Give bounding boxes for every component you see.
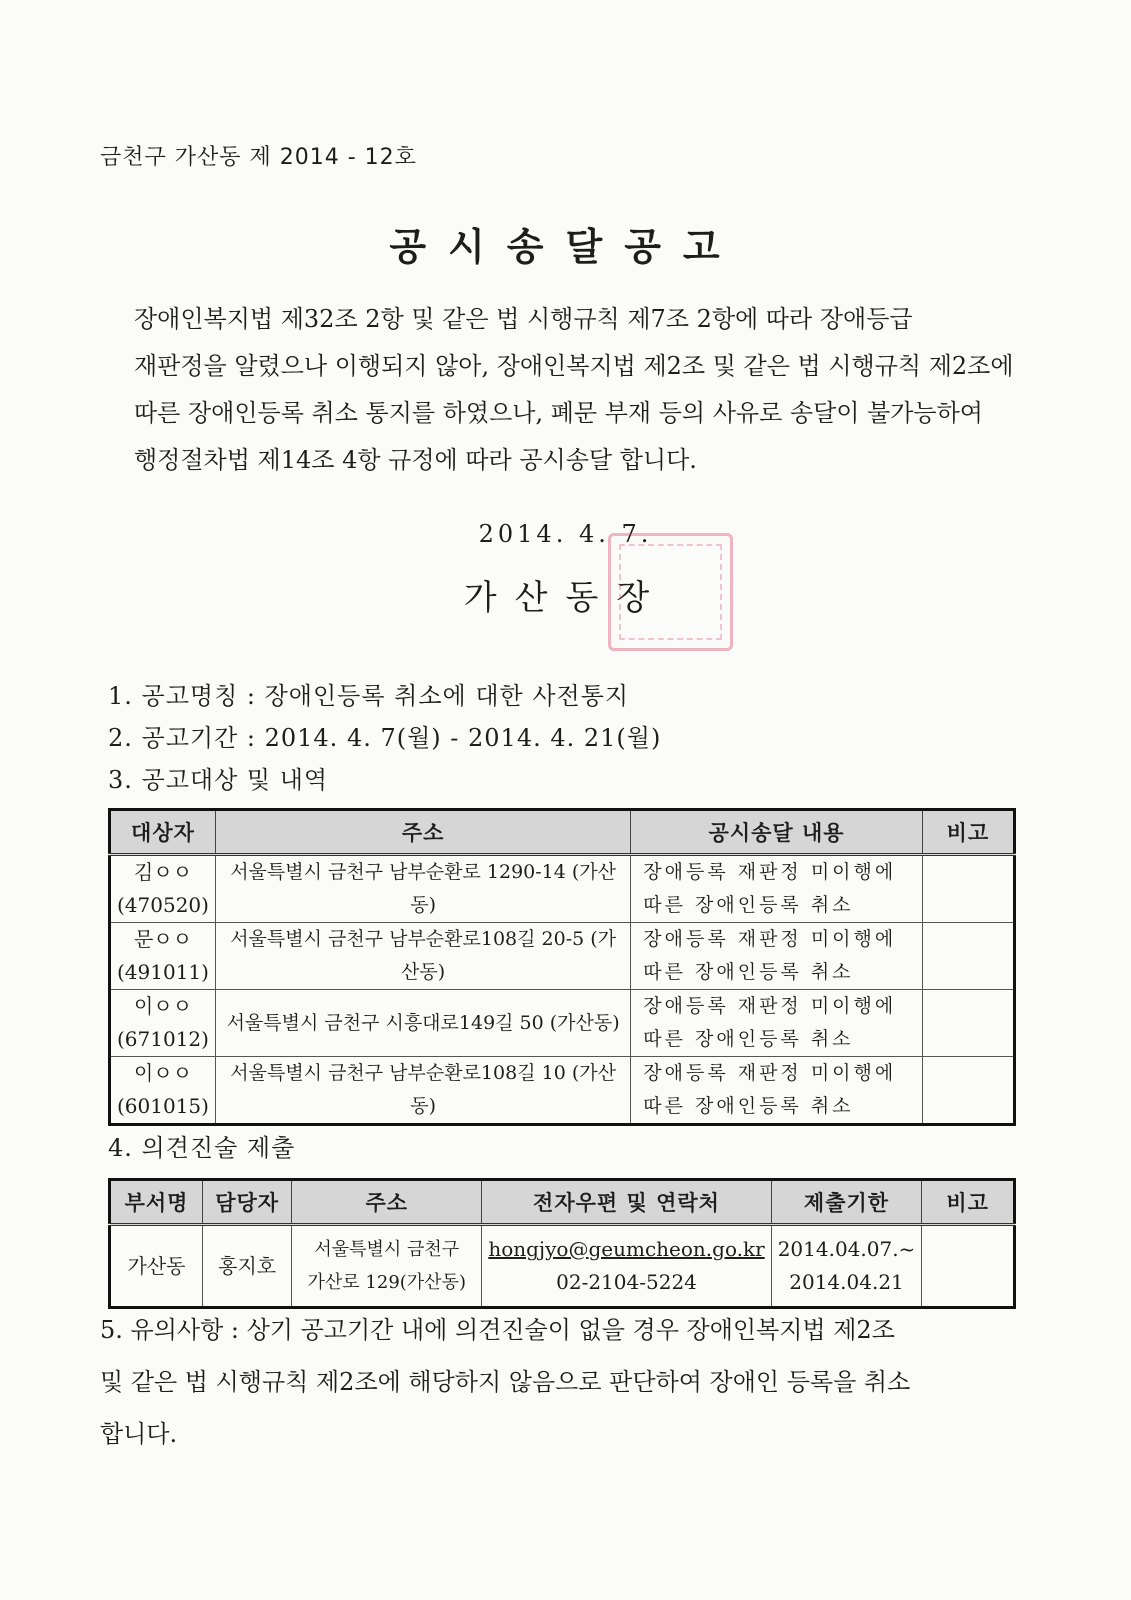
column-header: 부서명 [110, 1180, 203, 1225]
column-header: 전자우편 및 연락처 [482, 1180, 771, 1225]
content-cell [631, 1057, 923, 1125]
column-header: 대상자 [110, 810, 216, 855]
table-row [110, 1225, 1015, 1308]
note-cell [922, 1225, 1015, 1308]
note-cell [922, 855, 1014, 923]
deadline-cell [771, 1225, 922, 1308]
address-cell: 서울특별시 금천구 시흥대로149길 50 (가산동) [215, 990, 630, 1057]
target-name: 이ㅇㅇ [133, 1061, 192, 1085]
content-line: 따른 장애인등록 취소 [643, 961, 854, 983]
seal-border [619, 544, 722, 640]
caution-line: 합니다. [100, 1420, 178, 1448]
column-header: 주소 [292, 1180, 482, 1225]
content-line: 장애등록 재판정 미이행에 [643, 861, 897, 883]
caution-line: 및 같은 법 시행규칙 제2조에 해당하지 않음으로 판단하여 장애인 등록을 취소 [100, 1368, 911, 1396]
target-name: 문ㅇㅇ [133, 927, 192, 951]
deadline-line: 2014.04.21 [789, 1270, 904, 1294]
target-cell [110, 990, 216, 1057]
target-id: (470520) [117, 893, 209, 917]
caution-paragraph [100, 1304, 1035, 1460]
targets-table [108, 808, 1016, 1126]
note-cell [922, 990, 1014, 1057]
email-link[interactable]: hongjyo@geumcheon.go.kr [488, 1237, 765, 1261]
department-cell: 가산동 [110, 1225, 203, 1308]
body-line: 따른 장애인등록 취소 통지를 하였으나, 폐문 부재 등의 사유로 송달이 불가능하여 [134, 399, 983, 427]
content-line: 따른 장애인등록 취소 [643, 894, 854, 916]
table-row [110, 855, 1015, 923]
content-line: 장애등록 재판정 미이행에 [643, 1062, 897, 1084]
content-cell [631, 990, 923, 1057]
address-line: 가산로 129(가산동) [307, 1272, 466, 1293]
contact-cell [482, 1225, 771, 1308]
target-cell [110, 923, 216, 990]
target-name: 이ㅇㅇ [133, 994, 192, 1018]
target-id: (601015) [117, 1094, 209, 1118]
table-row [110, 923, 1015, 990]
note-cell [922, 923, 1014, 990]
section-2-notice-period: 2. 공고기간 : 2014. 4. 7(월) - 2014. 4. 21(월) [108, 724, 662, 752]
table-header-row [110, 810, 1015, 855]
column-header: 비고 [922, 810, 1014, 855]
body-line: 장애인복지법 제32조 2항 및 같은 법 시행규칙 제7조 2항에 따라 장애등급 [134, 305, 913, 333]
content-line: 따른 장애인등록 취소 [643, 1095, 854, 1117]
section-1-notice-name: 1. 공고명칭 : 장애인등록 취소에 대한 사전통지 [108, 682, 630, 710]
body-line: 행정절차법 제14조 4항 규정에 따라 공시송달 합니다. [134, 446, 697, 474]
target-name: 김ㅇㅇ [133, 860, 192, 884]
document-title: 공시송달공고 [389, 225, 742, 269]
content-line: 장애등록 재판정 미이행에 [643, 928, 897, 950]
address-cell: 서울특별시 금천구 남부순환로108길 10 (가산동) [215, 1057, 630, 1125]
caution-line: 5. 유의사항 : 상기 공고기간 내에 의견진술이 없을 경우 장애인복지법 제2조 [100, 1316, 895, 1344]
submission-table [108, 1178, 1016, 1309]
address-line: 서울특별시 금천구 [314, 1239, 460, 1260]
note-cell [922, 1057, 1014, 1125]
deadline-line: 2014.04.07.~ [777, 1237, 916, 1261]
section-3-targets: 3. 공고대상 및 내역 [108, 766, 329, 794]
section-4-opinion-submission: 4. 의견진술 제출 [108, 1134, 296, 1162]
content-line: 장애등록 재판정 미이행에 [643, 995, 897, 1017]
address-cell: 서울특별시 금천구 남부순환로 1290-14 (가산동) [215, 855, 630, 923]
target-id: (491011) [117, 960, 209, 984]
official-seal-stamp [608, 533, 733, 651]
content-cell [631, 855, 923, 923]
column-header: 담당자 [203, 1180, 292, 1225]
issuer-name: 가산동장 [463, 578, 668, 618]
column-header: 공시송달 내용 [631, 810, 923, 855]
table-row [110, 1057, 1015, 1125]
phone-number: 02-2104-5224 [556, 1270, 697, 1294]
person-cell: 홍지호 [203, 1225, 292, 1308]
body-line: 재판정을 알렸으나 이행되지 않아, 장애인복지법 제2조 및 같은 법 시행규칙 제2조에 [134, 352, 1014, 380]
column-header: 비고 [922, 1180, 1015, 1225]
table-row [110, 990, 1015, 1057]
content-cell [631, 923, 923, 990]
content-line: 따른 장애인등록 취소 [643, 1028, 854, 1050]
body-paragraph [100, 296, 1040, 484]
column-header: 주소 [215, 810, 630, 855]
target-cell [110, 1057, 216, 1125]
document-number: 금천구 가산동 제 2014 - 12호 [100, 145, 417, 170]
address-cell: 서울특별시 금천구 남부순환로108길 20-5 (가산동) [215, 923, 630, 990]
address-cell [292, 1225, 482, 1308]
target-id: (671012) [117, 1027, 209, 1051]
target-cell [110, 855, 216, 923]
notice-date: 2014. 4. 7. [478, 520, 653, 548]
table-header-row [110, 1180, 1015, 1225]
column-header: 제출기한 [771, 1180, 922, 1225]
